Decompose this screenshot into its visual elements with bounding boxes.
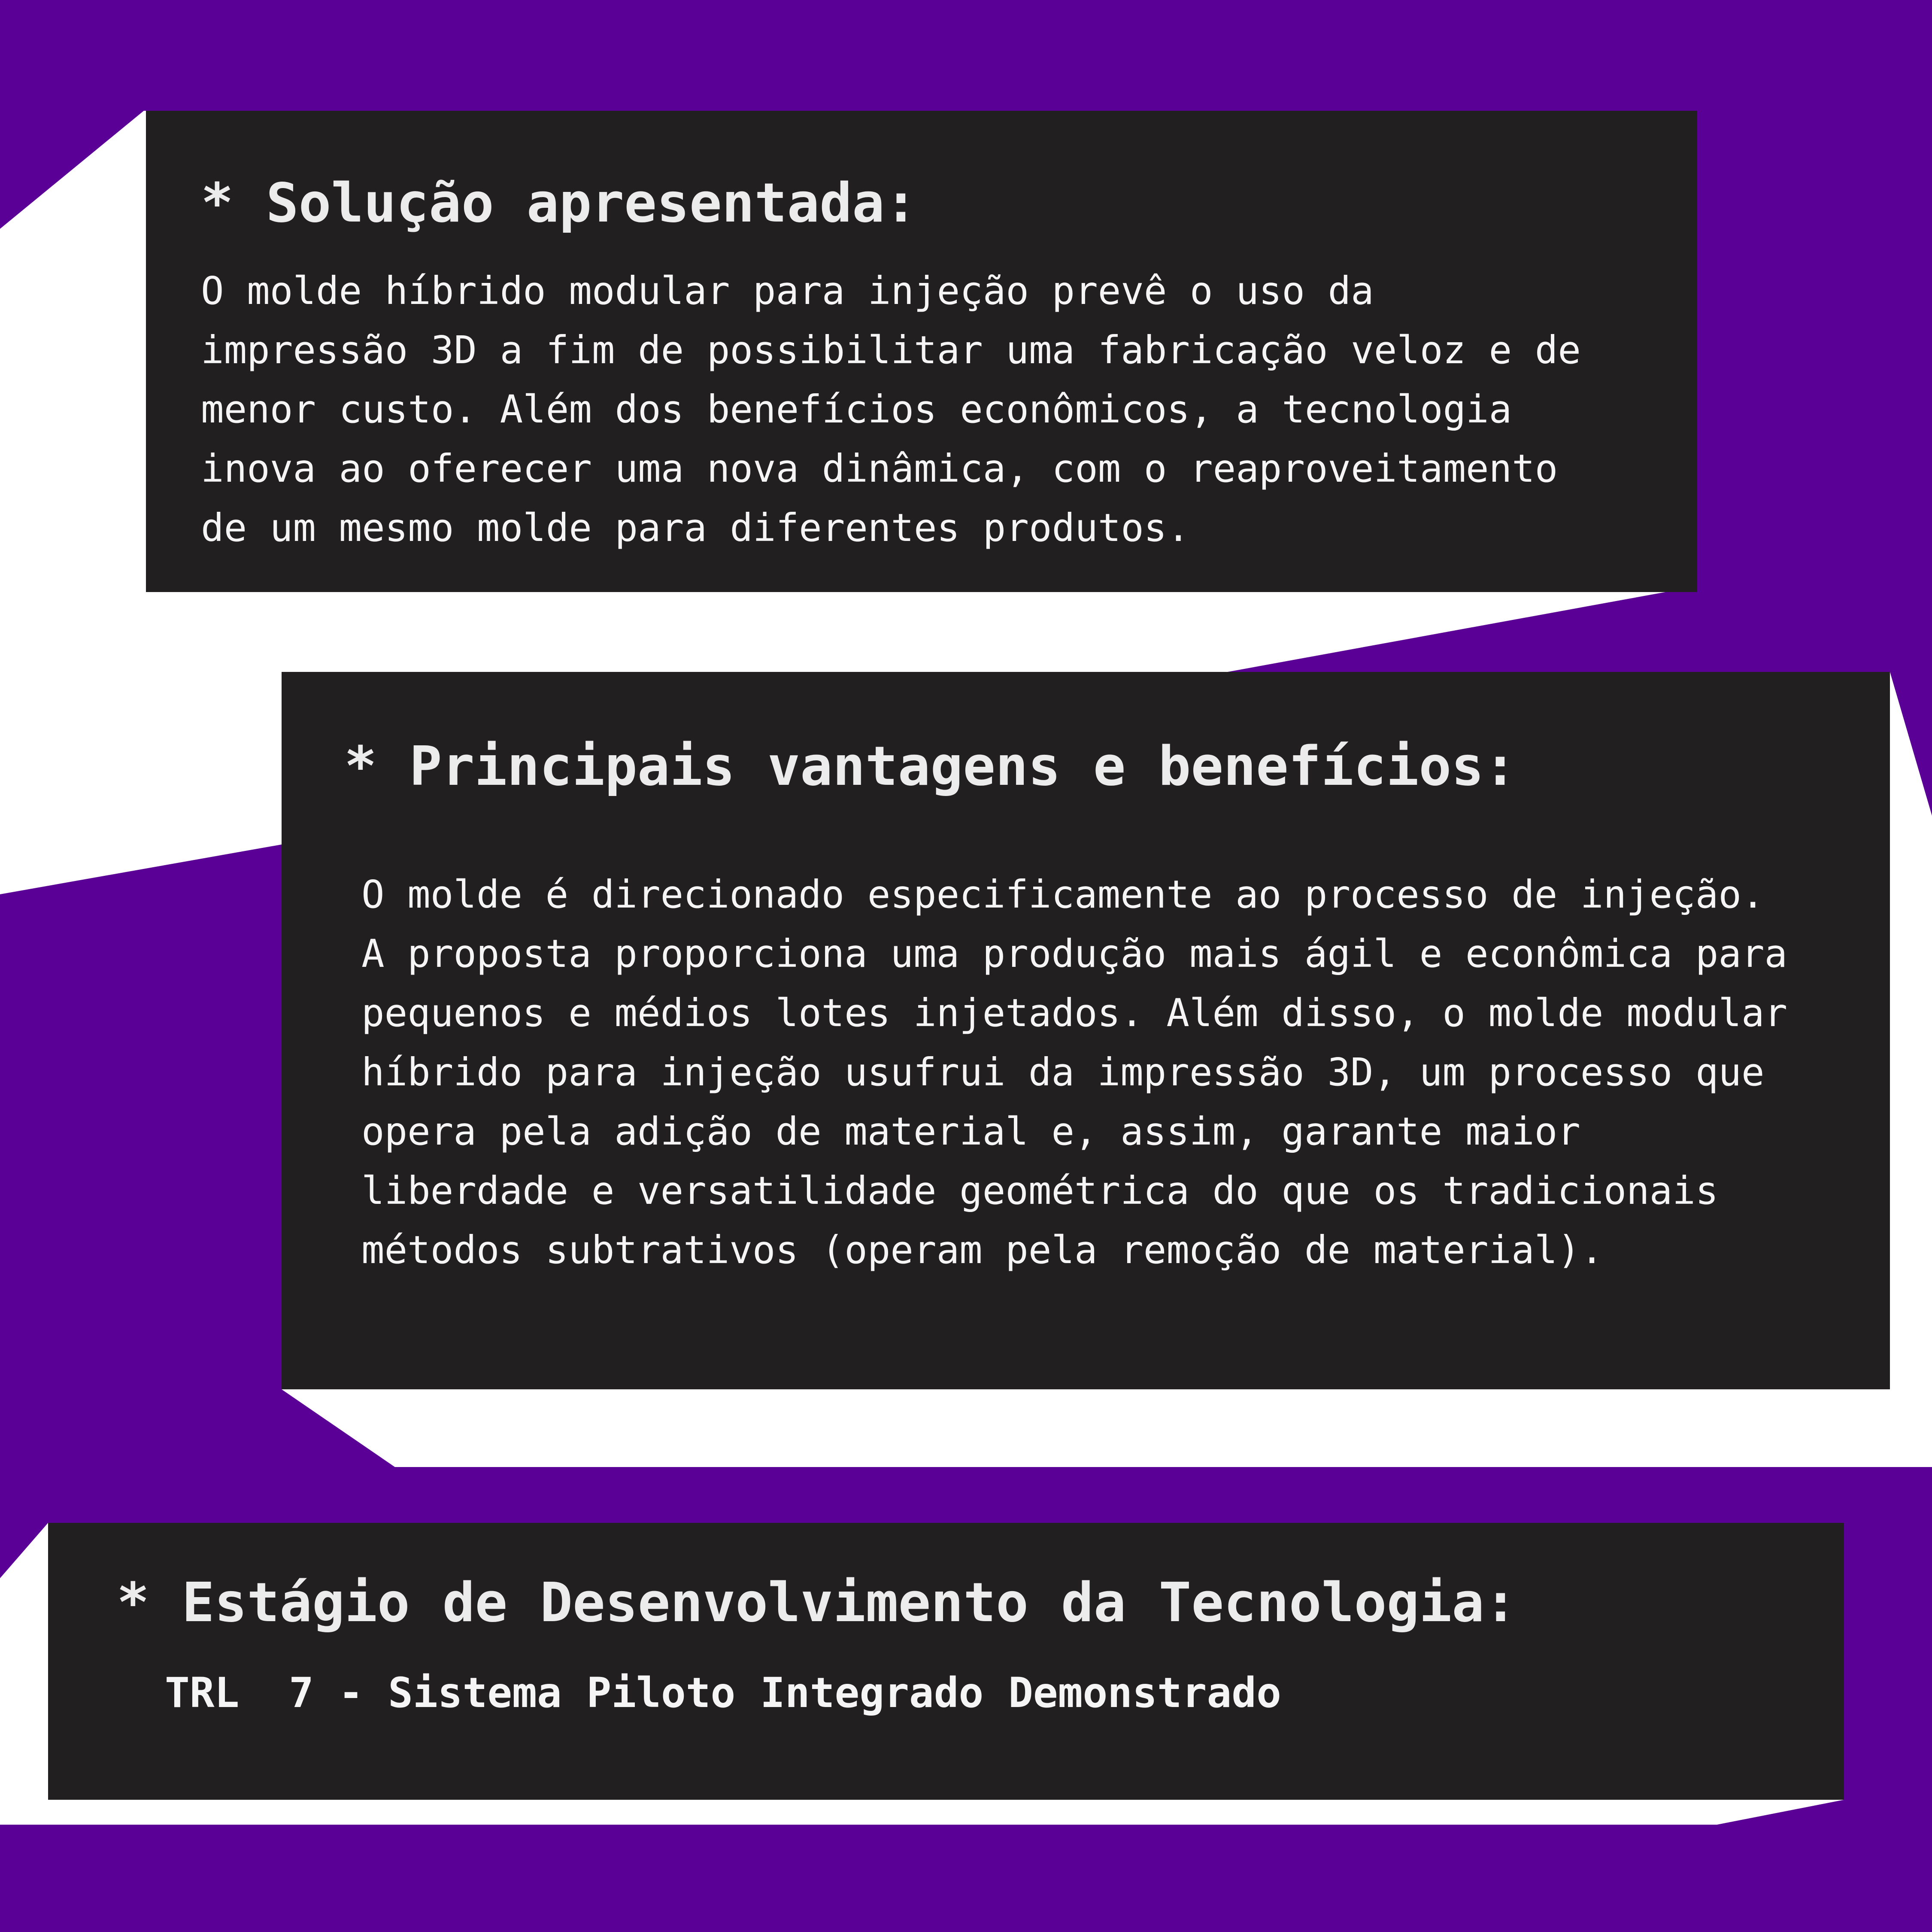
paragraph-line: menor custo. Além dos benefícios econômicos, a tecnologia [201, 387, 1512, 431]
panel-vantagens [282, 672, 1890, 1389]
paragraph-line: impressão 3D a fim de possibilitar uma fabricação veloz e de [201, 328, 1581, 372]
paragraph-line: híbrido para injeção usufrui da impressão 3D, um processo que [361, 1050, 1765, 1094]
panel-estagio [48, 1523, 1844, 1800]
trl-status-text [165, 1665, 1281, 1721]
paragraph-line: A proposta proporciona uma produção mais ágil e econômica para [361, 931, 1788, 976]
panel-solucao [146, 111, 1697, 592]
paragraph-line: O molde é direcionado especificamente ao processo de injeção. [361, 872, 1765, 917]
heading-estagio: * Estágio de Desenvolvimento da Tecnologia: [117, 1571, 1517, 1634]
heading-solucao: * Solução apresentada: [201, 171, 917, 234]
paragraph-line: métodos subtrativos (operam pela remoção de material). [361, 1227, 1604, 1272]
heading-vantagens: * Principais vantagens e benefícios: [344, 735, 1516, 798]
trl-line: TRL 7 - Sistema Piloto Integrado Demonstrado [165, 1669, 1281, 1717]
paragraph-line: liberdade e versatilidade geométrica do que os tradicionais [361, 1168, 1719, 1213]
paragraph-line: de um mesmo molde para diferentes produtos. [201, 505, 1190, 550]
paragraph-vantagens [361, 865, 1787, 1279]
paragraph-line: opera pela adição de material e, assim, garante maior [361, 1109, 1580, 1154]
paragraph-solucao [201, 261, 1581, 557]
paragraph-line: pequenos e médios lotes injetados. Além disso, o molde modular [361, 990, 1788, 1035]
paragraph-line: O molde híbrido modular para injeção prevê o uso da [201, 268, 1374, 313]
paragraph-line: inova ao oferecer uma nova dinâmica, com o reaproveitamento [201, 446, 1558, 491]
